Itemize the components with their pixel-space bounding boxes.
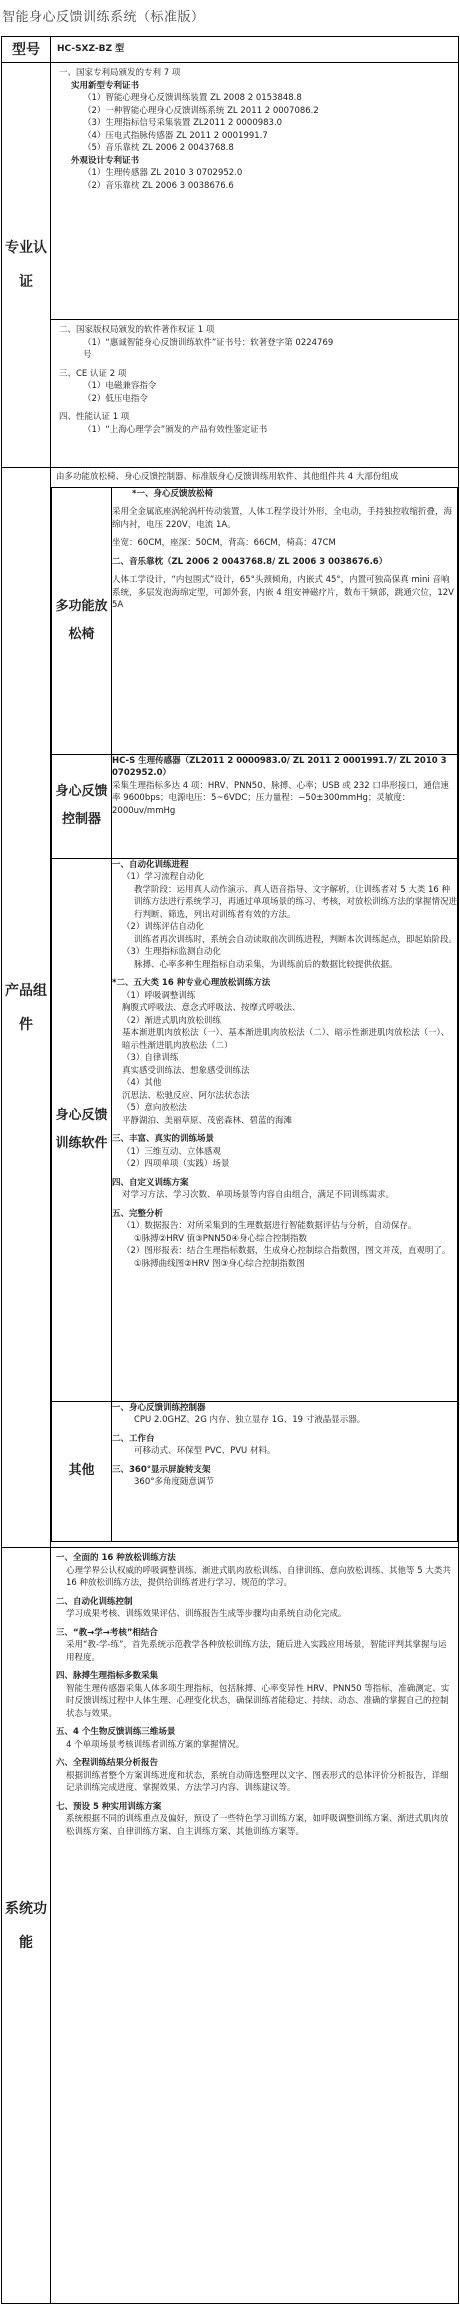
sensor-desc: 采集生理指标多达 4 项：HRV、PNN50、脉搏、心率；USB 或 232 口串形接口，通信速率 9600bps；电源电压：5~6VDC；压力量程：−50±300mmHg；灵敏度：2000uv/mmHg <box>112 780 449 816</box>
other-label: 其他 <box>52 1401 112 1541</box>
model-value: HC-SXZ-BZ 型 <box>51 37 459 63</box>
patent-item: （2）一种智能心理身心反馈训练系统 ZL 2011 2 0007086.2 <box>83 105 319 116</box>
utility-patent-heading: 实用新型专利证书 <box>71 80 140 91</box>
chair-size: 坐宽：60CM，座深：50CM，背高：66CM，椅高：47CM <box>112 538 336 548</box>
sw-item: ①脉搏曲线图②HRV 图③身心综合控制指数图 <box>134 1258 305 1269</box>
cert-label: 专业认证 <box>2 63 51 468</box>
function-item: 六、全程训练结果分析报告 根据训练者整个方案训练进度和状态，系统自动筛选整理以文字、图表形式的总体评价分析报告，详细记录训练完成进度、掌握效果、方法学习内容、训练建议等。 <box>56 1758 449 1793</box>
functions-label: 系统功能 <box>2 1548 51 2304</box>
components-intro: 由多功能放松椅、身心反馈控制器、标准版身心反馈训练用软件、其他组件共 4 大部份组成 <box>56 472 399 482</box>
sw-item: （2）渐进式肌肉放松训练 <box>122 1015 221 1026</box>
sw-item: ①脉搏②HRV 值③PNN50④身心综合控制指数 <box>134 1233 307 1244</box>
other-item: CPU 2.0GHZ、2G 内存、独立显存 1G、19 寸液晶显示器。 <box>134 1415 366 1425</box>
sw-heading-4: 四、自定义训练方案 <box>112 1177 189 1188</box>
design-patent-heading: 外观设计专利证书 <box>71 155 140 166</box>
sw-item: 脉搏、心率多种生理指标自动采集，为训练前后的数据比较提供依据。 <box>134 959 398 970</box>
sw-item: 对学习方法、学习次数、单项场景等内容自由组合，满足不同训练需求。 <box>122 1190 395 1200</box>
patent-item: （4）压电式指脉传感器 ZL 2011 2 0001991.7 <box>83 130 268 141</box>
sw-item: （1）数据报告：对所采集到的生理数据进行智能数据评估与分析，自动保存。 <box>122 1221 417 1231</box>
sensor-heading: HC-S 生理传感器（ZL2011 2 0000983.0/ ZL 2011 2 0001991.7/ ZL 2010 3 0702952.0） <box>112 755 447 778</box>
chair-desc: 采用全金属底座涡轮涡杆传动装置，人体工程学设计外形，全电动，手持独控收缩折叠，海绵内衬，电压 220V，电流 1A。 <box>112 507 453 530</box>
other-heading: 三、360°显示屏旋转支架 <box>112 1464 211 1475</box>
chair-row <box>52 487 458 754</box>
software-label: 身心反馈训练软件 <box>52 858 112 1401</box>
sw-heading-3: 三、丰富、真实的训练场景 <box>112 1134 215 1144</box>
other-item: 可移动式、环保型 PVC、PVU 材料。 <box>134 1446 276 1456</box>
ce-item: （2）低压电指令 <box>83 393 148 404</box>
copyright-section <box>51 320 458 440</box>
cert-row-2 <box>2 320 459 468</box>
patent-item: （1）生理传感器 ZL 2010 3 0702952.0 <box>83 168 243 178</box>
copyright-item: （1）“惠诚智能身心反馈训练软件”证书号：软著登字第 0224769 <box>83 337 334 348</box>
chair-heading: *一、身心反馈放松椅 <box>132 488 213 499</box>
model-label: 型号 <box>2 37 51 63</box>
copyright-item: 号 <box>83 350 92 360</box>
sw-heading-1: 一、自动化训练进程 <box>112 859 189 870</box>
sw-item: 教学阶段：运用真人动作演示、真人语音指导、文字解析，让训练者对 5 大类 16 种训练方法进行系统学习，再通过单项场景的练习、考核，对放松训练方法的掌握情况进行判断、筛选，列出对训练者有效的方法。 <box>134 884 458 920</box>
pillow-heading: 二、音乐靠枕（ZL 2006 2 0043768.8/ ZL 2006 3 0038676.6） <box>112 556 388 567</box>
patent-section <box>51 63 458 196</box>
function-item: 二、自动化训练控制 学习成果考核、训练效果评估、训练报告生成等步骤均由系统自动化完成。 <box>56 1596 347 1619</box>
controller-row <box>52 754 458 858</box>
function-item: 五、4 个生物反馈训练三维场景 4 个单项场景考核训练者训练方案的掌握情况。 <box>56 1727 245 1750</box>
function-item: 四、脉搏生理指标多数采集 智能生理传感器采集人体多项生理指标，包括脉搏、心率变异性 HRV、PNN50 等指标，准确测定、实时反馈训练过程中人体生理、心理变化状态，确保训练者能稳定、持续、动态、准确的掌握自己的控制状态与效果。 <box>56 1671 450 1719</box>
sw-item: 沉思法、松驰反应、阿尔法状态法 <box>122 1090 250 1101</box>
sw-item: （5）意向放松法 <box>122 1103 187 1113</box>
other-heading: 二、工作台 <box>112 1433 155 1444</box>
sw-item: （1）学习流程自动化 <box>122 872 204 882</box>
functions-row <box>2 1548 459 2304</box>
other-item: 360°多角度随意调节 <box>134 1477 214 1487</box>
ce-heading: 三、CE 认证 2 项 <box>59 368 127 379</box>
function-item: 三、“教→学→考核”相结合 采用“教-学-练”，首先系统示范教学各种放松训练方法，随后进入实践应用场景，智能评判其掌握与运用程度。 <box>56 1627 447 1663</box>
model-row <box>2 37 459 63</box>
other-row <box>52 1401 458 1541</box>
spec-table <box>1 36 459 2304</box>
cert-row <box>2 63 459 320</box>
patent-heading: 一、国家专利局颁发的专利 7 项 <box>59 68 181 78</box>
document-title: 智能身心反馈训练系统（标准版） <box>2 10 205 25</box>
sw-item: （3）自律训练 <box>122 1053 179 1063</box>
performance-heading: 四、性能认证 1 项 <box>59 412 130 422</box>
sw-item: 基本渐进肌肉放松法（一）、基本渐进肌肉放松法（二）、暗示性渐进肌肉放松法（一）、暗示性渐进肌肉放松法（二） <box>122 1028 450 1051</box>
sw-item: 平静湖泊、美丽草原、茂密森林、碧蓝的海滩 <box>122 1115 293 1126</box>
patent-item: （3）生理指标信号采集装置 ZL2011 2 0000983.0 <box>83 118 283 128</box>
sw-item: （4）其他 <box>122 1078 162 1088</box>
pillow-desc: 人体工学设计，“内包围式”设计，65°头颈倾角，内嵌式 45°，内置可独高保真 mini 音响系统，多层发泡海绵定型，可卸外套，内嵌 4 组安神磁疗片，数布干频部，跳通穴位，12V 5A <box>112 575 454 610</box>
function-item: 七、预设 5 种实用训练方案 系统根据不同的训练重点及偏好，预设了一些特色学习训练方案，如呼吸调整训练方案、渐进式肌肉放松训练方案、自律训练方案、自主训练方案、其他训练方案等。 <box>56 1801 449 1837</box>
sw-heading-2: *二、五大类 16 种专业心理放松训练方法 <box>112 978 271 988</box>
copyright-heading: 二、国家版权局颁发的软件著作权证 1 项 <box>59 325 215 335</box>
sw-heading-5: 五、完整分析 <box>112 1208 164 1219</box>
patent-item: （1）智能心理身心反馈训练装置 ZL 2008 2 0153848.8 <box>83 93 302 103</box>
sw-item: （2）图形报表：结合生理指标数据，生成身心控制综合指数图，图文并茂，直观明了。 <box>122 1246 451 1256</box>
software-row <box>52 858 458 1401</box>
patent-item: （5）音乐靠枕 ZL 2006 2 0043768.8 <box>83 143 234 153</box>
sw-item: 真实感受训练法、想象感受训练法 <box>122 1065 250 1076</box>
controller-label: 身心反馈控制器 <box>52 754 112 858</box>
sw-item: 胸腹式呼吸法、意念式呼吸法、按摩式呼吸法、 <box>122 1003 301 1013</box>
patent-item: （2）音乐靠枕 ZL 2006 3 0038676.6 <box>83 180 234 191</box>
chair-label: 多功能放松椅 <box>52 487 112 754</box>
sw-item: 训练者再次训练时，系统会自动读取前次训练进程，判断本次训练起点，即起始阶段。 <box>134 934 458 945</box>
sw-item: （1）呼吸调整训练 <box>122 990 196 1001</box>
sw-item: （2）训练评估自动化 <box>122 922 204 932</box>
components-table <box>51 487 458 1542</box>
sw-item: （2）四项单项（实践）场景 <box>122 1159 230 1169</box>
function-item: 一、全面的 16 种放松训练方法 心理学界公认权威的呼吸调整训练、渐进式肌肉放松训练、自律训练、意向放松训练、其他等 5 大类共 16 种放松训练方法，提供给训练者进行学习、规范的学习。 <box>56 1553 451 1588</box>
other-heading: 一、身心反馈训练控制器 <box>112 1402 206 1413</box>
ce-item: （1）电磁兼容指令 <box>83 381 157 391</box>
components-label: 产品组件 <box>2 468 51 1548</box>
components-row <box>2 468 459 1548</box>
sw-item: （1）三维互动、立体感观 <box>122 1146 221 1157</box>
sw-item: （3）生理指标监测自动化 <box>122 947 221 957</box>
performance-item: （1）“上海心理学会”颁发的产品有效性鉴定证书 <box>83 424 268 435</box>
